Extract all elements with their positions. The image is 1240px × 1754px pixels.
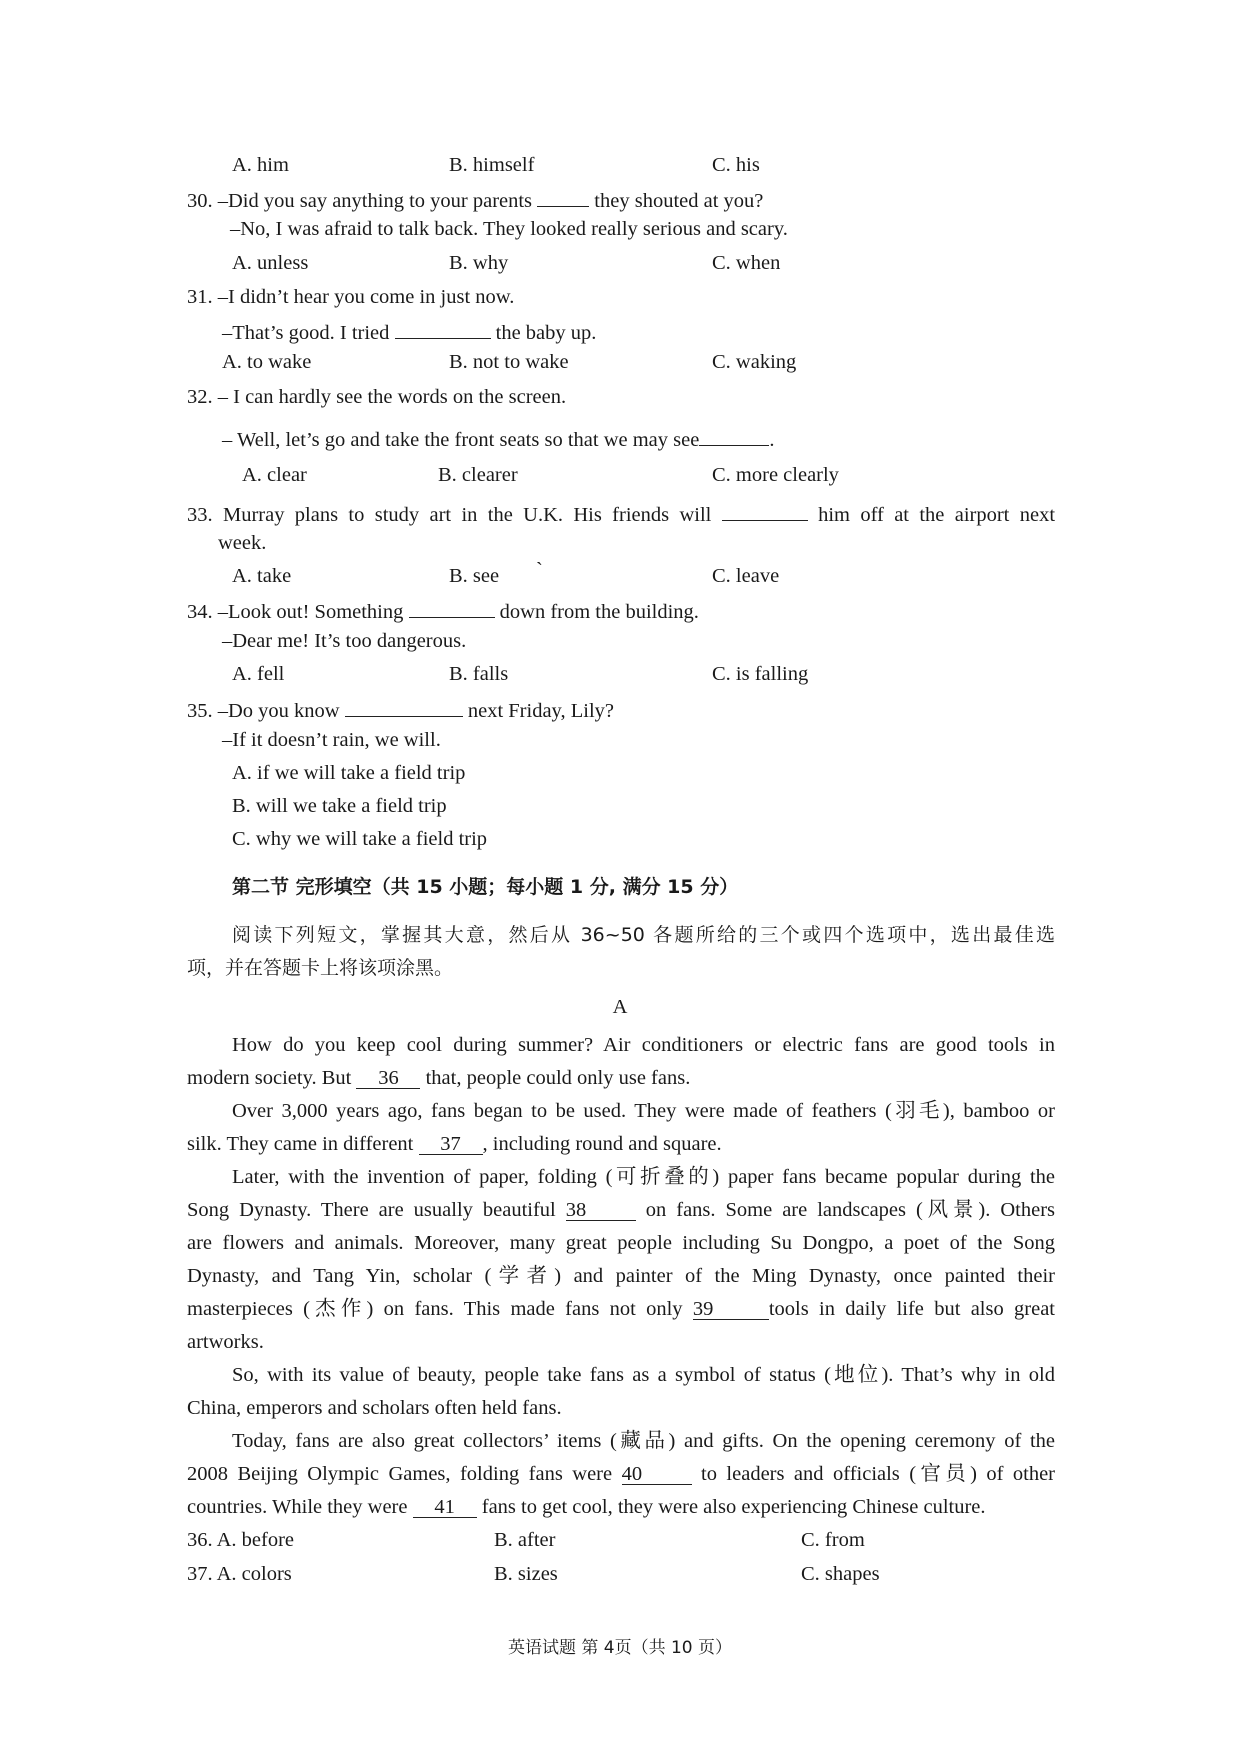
passage-line: So, with its value of beauty, people take fans as a symbol of status (地位). That’s why in old	[232, 1364, 1055, 1386]
q33-option-c: C. leave	[712, 565, 780, 587]
passage-line: artworks.	[187, 1331, 264, 1353]
q31-option-a: A. to wake	[222, 351, 312, 373]
q35-option-c: C. why we will take a field trip	[232, 828, 488, 850]
q34-option-a: A. fell	[232, 663, 285, 685]
page-footer: 英语试题 第 4页（共 10 页）	[507, 1638, 733, 1658]
cloze-blank-41: 41	[413, 1493, 477, 1518]
passage-line: silk. They came in different 37 , including round and square.	[187, 1129, 722, 1159]
stray-mark: `	[536, 559, 543, 581]
cloze-blank-39: 39	[693, 1295, 769, 1320]
passage-line: are flowers and animals. Moreover, many great people including Su Dongpo, a poet of the Song	[187, 1232, 1055, 1254]
q30-reply: –No, I was afraid to talk back. They looked really serious and scary.	[230, 218, 788, 240]
q30-option-b: B. why	[449, 252, 509, 274]
answer-blank	[722, 496, 808, 521]
section-instruction: 阅读下列短文，掌握其大意，然后从 36~50 各题所给的三个或四个选项中，选出最佳选	[232, 924, 1055, 946]
cloze-blank-37: 37	[419, 1130, 483, 1155]
q34-reply: –Dear me! It’s too dangerous.	[222, 630, 467, 652]
q31-option-c: C. waking	[712, 351, 797, 373]
q34-option-b: B. falls	[449, 663, 509, 685]
cloze-blank-40: 40	[622, 1460, 692, 1485]
answer-blank	[699, 421, 769, 446]
q37-option-c: C. shapes	[801, 1563, 880, 1585]
q37-option-a: 37. A. colors	[187, 1563, 292, 1585]
q36-option-b: B. after	[494, 1529, 556, 1551]
q32-option-a: A. clear	[242, 464, 307, 486]
q36-option-a: 36. A. before	[187, 1529, 295, 1551]
passage-line: modern society. But 36 that, people could only use fans.	[187, 1063, 690, 1093]
q30-option-a: A. unless	[232, 252, 309, 274]
q29-option-c: C. his	[712, 154, 760, 176]
passage-line: masterpieces (杰作) on fans. This made fans not only 39 tools in daily life but also great	[187, 1294, 1055, 1324]
q36-option-c: C. from	[801, 1529, 865, 1551]
passage-line: How do you keep cool during summer? Air conditioners or electric fans are good tools in	[232, 1034, 1055, 1056]
answer-blank	[395, 314, 491, 339]
q31-stem: 31. –I didn’t hear you come in just now.	[187, 286, 515, 308]
passage-line: Over 3,000 years ago, fans began to be used. They were made of feathers (羽毛), bamboo or	[232, 1100, 1055, 1122]
section-instruction-cont: 项，并在答题卡上将该项涂黑。	[187, 957, 454, 979]
passage-line: Song Dynasty. There are usually beautiful 38 on fans. Some are landscapes (风景). Others	[187, 1195, 1055, 1225]
passage-line: Later, with the invention of paper, folding (可折叠的) paper fans became popular during the	[232, 1166, 1055, 1188]
answer-blank	[409, 593, 495, 618]
q35-option-b: B. will we take a field trip	[232, 795, 447, 817]
passage-line: countries. While they were 41 fans to get cool, they were also experiencing Chinese culture.	[187, 1492, 986, 1522]
answer-blank	[345, 692, 463, 717]
q37-option-b: B. sizes	[494, 1563, 558, 1585]
q29-option-b: B. himself	[449, 154, 535, 176]
passage-line: 2008 Beijing Olympic Games, folding fans were 40 to leaders and officials (官员) of other	[187, 1459, 1055, 1489]
q33-option-a: A. take	[232, 565, 292, 587]
q31-option-b: B. not to wake	[449, 351, 569, 373]
q32-reply: – Well, let’s go and take the front seats so that we may see .	[222, 421, 774, 451]
answer-blank	[537, 182, 589, 207]
q30-stem: 30. –Did you say anything to your parents they shouted at you?	[187, 182, 763, 212]
q35-option-a: A. if we will take a field trip	[232, 762, 466, 784]
q33-stem-cont: week.	[218, 532, 267, 554]
passage-label: A	[612, 996, 628, 1018]
q34-stem: 34. –Look out! Something down from the building.	[187, 593, 699, 623]
q30-option-c: C. when	[712, 252, 781, 274]
q32-option-b: B. clearer	[438, 464, 518, 486]
q29-option-a: A. him	[232, 154, 289, 176]
q33-stem: 33. Murray plans to study art in the U.K. His friends will him off at the airport next	[187, 496, 1055, 526]
q32-stem: 32. – I can hardly see the words on the screen.	[187, 386, 567, 408]
q35-stem: 35. –Do you know next Friday, Lily?	[187, 692, 614, 722]
cloze-blank-36: 36	[356, 1064, 420, 1089]
q34-option-c: C. is falling	[712, 663, 809, 685]
passage-line: Today, fans are also great collectors’ items (藏品) and gifts. On the opening ceremony of the	[232, 1430, 1055, 1452]
q32-option-c: C. more clearly	[712, 464, 839, 486]
section-title: 第二节 完形填空（共 15 小题；每小题 1 分, 满分 15 分）	[232, 876, 739, 898]
passage-line: China, emperors and scholars often held fans.	[187, 1397, 562, 1419]
passage-line: Dynasty, and Tang Yin, scholar (学者) and painter of the Ming Dynasty, once painted their	[187, 1265, 1055, 1287]
q31-reply: –That’s good. I tried the baby up.	[222, 314, 596, 344]
cloze-blank-38: 38	[566, 1196, 636, 1221]
q35-reply: –If it doesn’t rain, we will.	[222, 729, 441, 751]
q33-option-b: B. see	[449, 565, 500, 587]
